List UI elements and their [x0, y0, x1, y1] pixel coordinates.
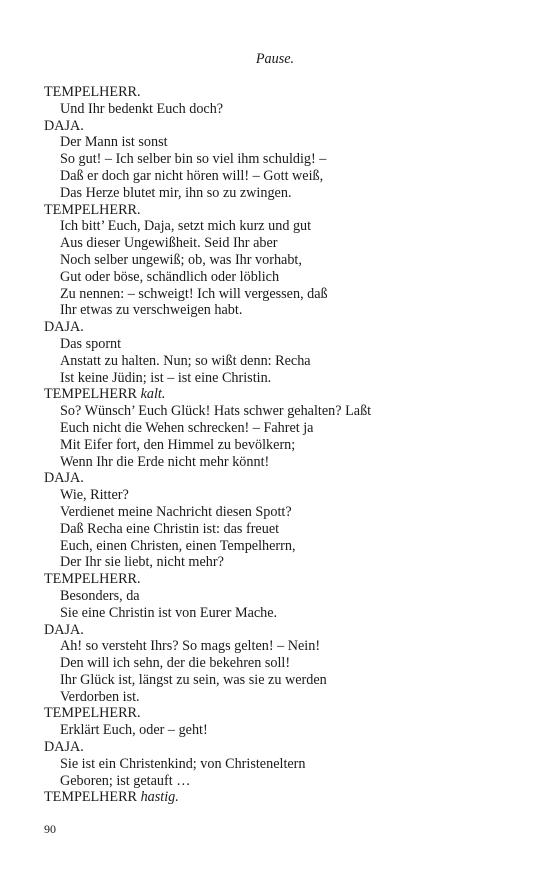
verse-line — [44, 286, 514, 303]
verse-line — [44, 420, 514, 437]
verse-line — [44, 521, 514, 538]
verse-line — [44, 370, 514, 387]
verse-line — [44, 638, 514, 655]
verse-line — [44, 672, 514, 689]
speaker-name — [44, 739, 514, 756]
stage-direction-inline: hastig. — [140, 789, 179, 806]
verse-line — [44, 773, 514, 790]
speaker-name — [44, 622, 514, 639]
verse-text: Daß Recha eine Christin ist: das freuet — [60, 520, 280, 537]
verse-line — [44, 722, 514, 739]
verse-line — [44, 437, 514, 454]
verse-line — [44, 554, 514, 571]
verse-line — [44, 252, 514, 269]
verse-text: So? Wünsch’ Euch Glück! Hats schwer gehalten? Laßt — [60, 403, 372, 420]
verse-line — [44, 302, 514, 319]
page-number: 90 — [44, 822, 56, 836]
speaker-name — [44, 202, 514, 219]
speaker-name — [44, 386, 514, 403]
play-text — [44, 84, 514, 806]
speaker-name — [44, 118, 514, 135]
verse-line — [44, 605, 514, 622]
verse-text: Und Ihr bedenkt Euch doch? — [60, 100, 224, 117]
verse-text: Wenn Ihr die Erde nicht mehr könnt! — [60, 453, 270, 470]
verse-text: Noch selber ungewiß; ob, was Ihr vorhabt, — [60, 251, 302, 268]
verse-text: Geboren; ist getauft … — [60, 772, 191, 789]
verse-text: Der Ihr sie liebt, nicht mehr? — [60, 554, 224, 571]
verse-line — [44, 134, 514, 151]
verse-text: Erklärt Euch, oder – geht! — [60, 722, 208, 739]
speaker-name — [44, 705, 514, 722]
speaker-label: TEMPELHERR — [44, 789, 138, 806]
verse-text: Ihr etwas zu verschweigen habt. — [60, 302, 243, 319]
verse-text: Der Mann ist sonst — [60, 134, 168, 151]
verse-text: Zu nennen: – schweigt! Ich will vergessen, daß — [60, 285, 328, 302]
verse-line — [44, 538, 514, 555]
verse-text: Den will ich sehn, der die bekehren soll! — [60, 655, 291, 672]
speaker-label: DAJA. — [44, 470, 84, 487]
verse-text: Ah! so versteht Ihrs? So mags gelten! – Nein! — [60, 638, 321, 655]
verse-text: Aus dieser Ungewißheit. Seid Ihr aber — [60, 235, 278, 252]
speaker-label: DAJA. — [44, 739, 84, 756]
verse-line — [44, 756, 514, 773]
verse-line — [44, 403, 514, 420]
verse-text: Ich bitt’ Euch, Daja, setzt mich kurz und gut — [60, 218, 312, 235]
stage-direction-inline: kalt. — [140, 386, 166, 403]
verse-line — [44, 689, 514, 706]
verse-text: Euch nicht die Wehen schrecken! – Fahret ja — [60, 419, 314, 436]
verse-line — [44, 655, 514, 672]
verse-line — [44, 168, 514, 185]
speaker-label: TEMPELHERR. — [44, 571, 141, 588]
verse-text: Das Herze blutet mir, ihn so zu zwingen. — [60, 184, 292, 201]
speaker-label: TEMPELHERR. — [44, 201, 141, 218]
speaker-name — [44, 84, 514, 101]
speaker-label: TEMPELHERR. — [44, 705, 141, 722]
verse-text: Verdorben ist. — [60, 688, 140, 705]
verse-line — [44, 454, 514, 471]
verse-text: Mit Eifer fort, den Himmel zu bevölkern; — [60, 436, 296, 453]
verse-text: Euch, einen Christen, einen Tempelherrn, — [60, 537, 296, 554]
speaker-label: TEMPELHERR — [44, 386, 138, 403]
verse-line — [44, 353, 514, 370]
speaker-label: TEMPELHERR. — [44, 84, 141, 100]
verse-text: Verdienet meine Nachricht diesen Spott? — [60, 503, 292, 520]
verse-line — [44, 504, 514, 521]
speaker-name — [44, 319, 514, 336]
speaker-name — [44, 571, 514, 588]
verse-line — [44, 588, 514, 605]
verse-line — [44, 151, 514, 168]
verse-text: Sie ist ein Christenkind; von Christeneltern — [60, 755, 306, 772]
verse-line — [44, 185, 514, 202]
stage-direction: Pause. — [255, 51, 295, 67]
speaker-name — [44, 470, 514, 487]
speaker-label: DAJA. — [44, 117, 84, 134]
verse-text: Ist keine Jüdin; ist – ist eine Christin. — [60, 369, 272, 386]
verse-text: Gut oder böse, schändlich oder löblich — [60, 268, 280, 285]
verse-line — [44, 336, 514, 353]
verse-line — [44, 487, 514, 504]
verse-text: Anstatt zu halten. Nun; so wißt denn: Recha — [60, 352, 311, 369]
verse-text: Besonders, da — [60, 587, 140, 604]
verse-text: So gut! – Ich selber bin so viel ihm schuldig! – — [60, 151, 327, 168]
verse-text: Sie eine Christin ist von Eurer Mache. — [60, 604, 278, 621]
verse-text: Ihr Glück ist, längst zu sein, was sie zu werden — [60, 671, 327, 688]
verse-line — [44, 235, 514, 252]
speaker-label: DAJA. — [44, 621, 84, 638]
verse-line — [44, 269, 514, 286]
speaker-label: DAJA. — [44, 319, 84, 336]
verse-line — [44, 218, 514, 235]
verse-text: Das spornt — [60, 335, 122, 352]
verse-text: Wie, Ritter? — [60, 487, 129, 504]
verse-line — [44, 101, 514, 118]
speaker-name — [44, 789, 514, 806]
verse-text: Daß er doch gar nicht hören will! – Gott weiß, — [60, 167, 324, 184]
